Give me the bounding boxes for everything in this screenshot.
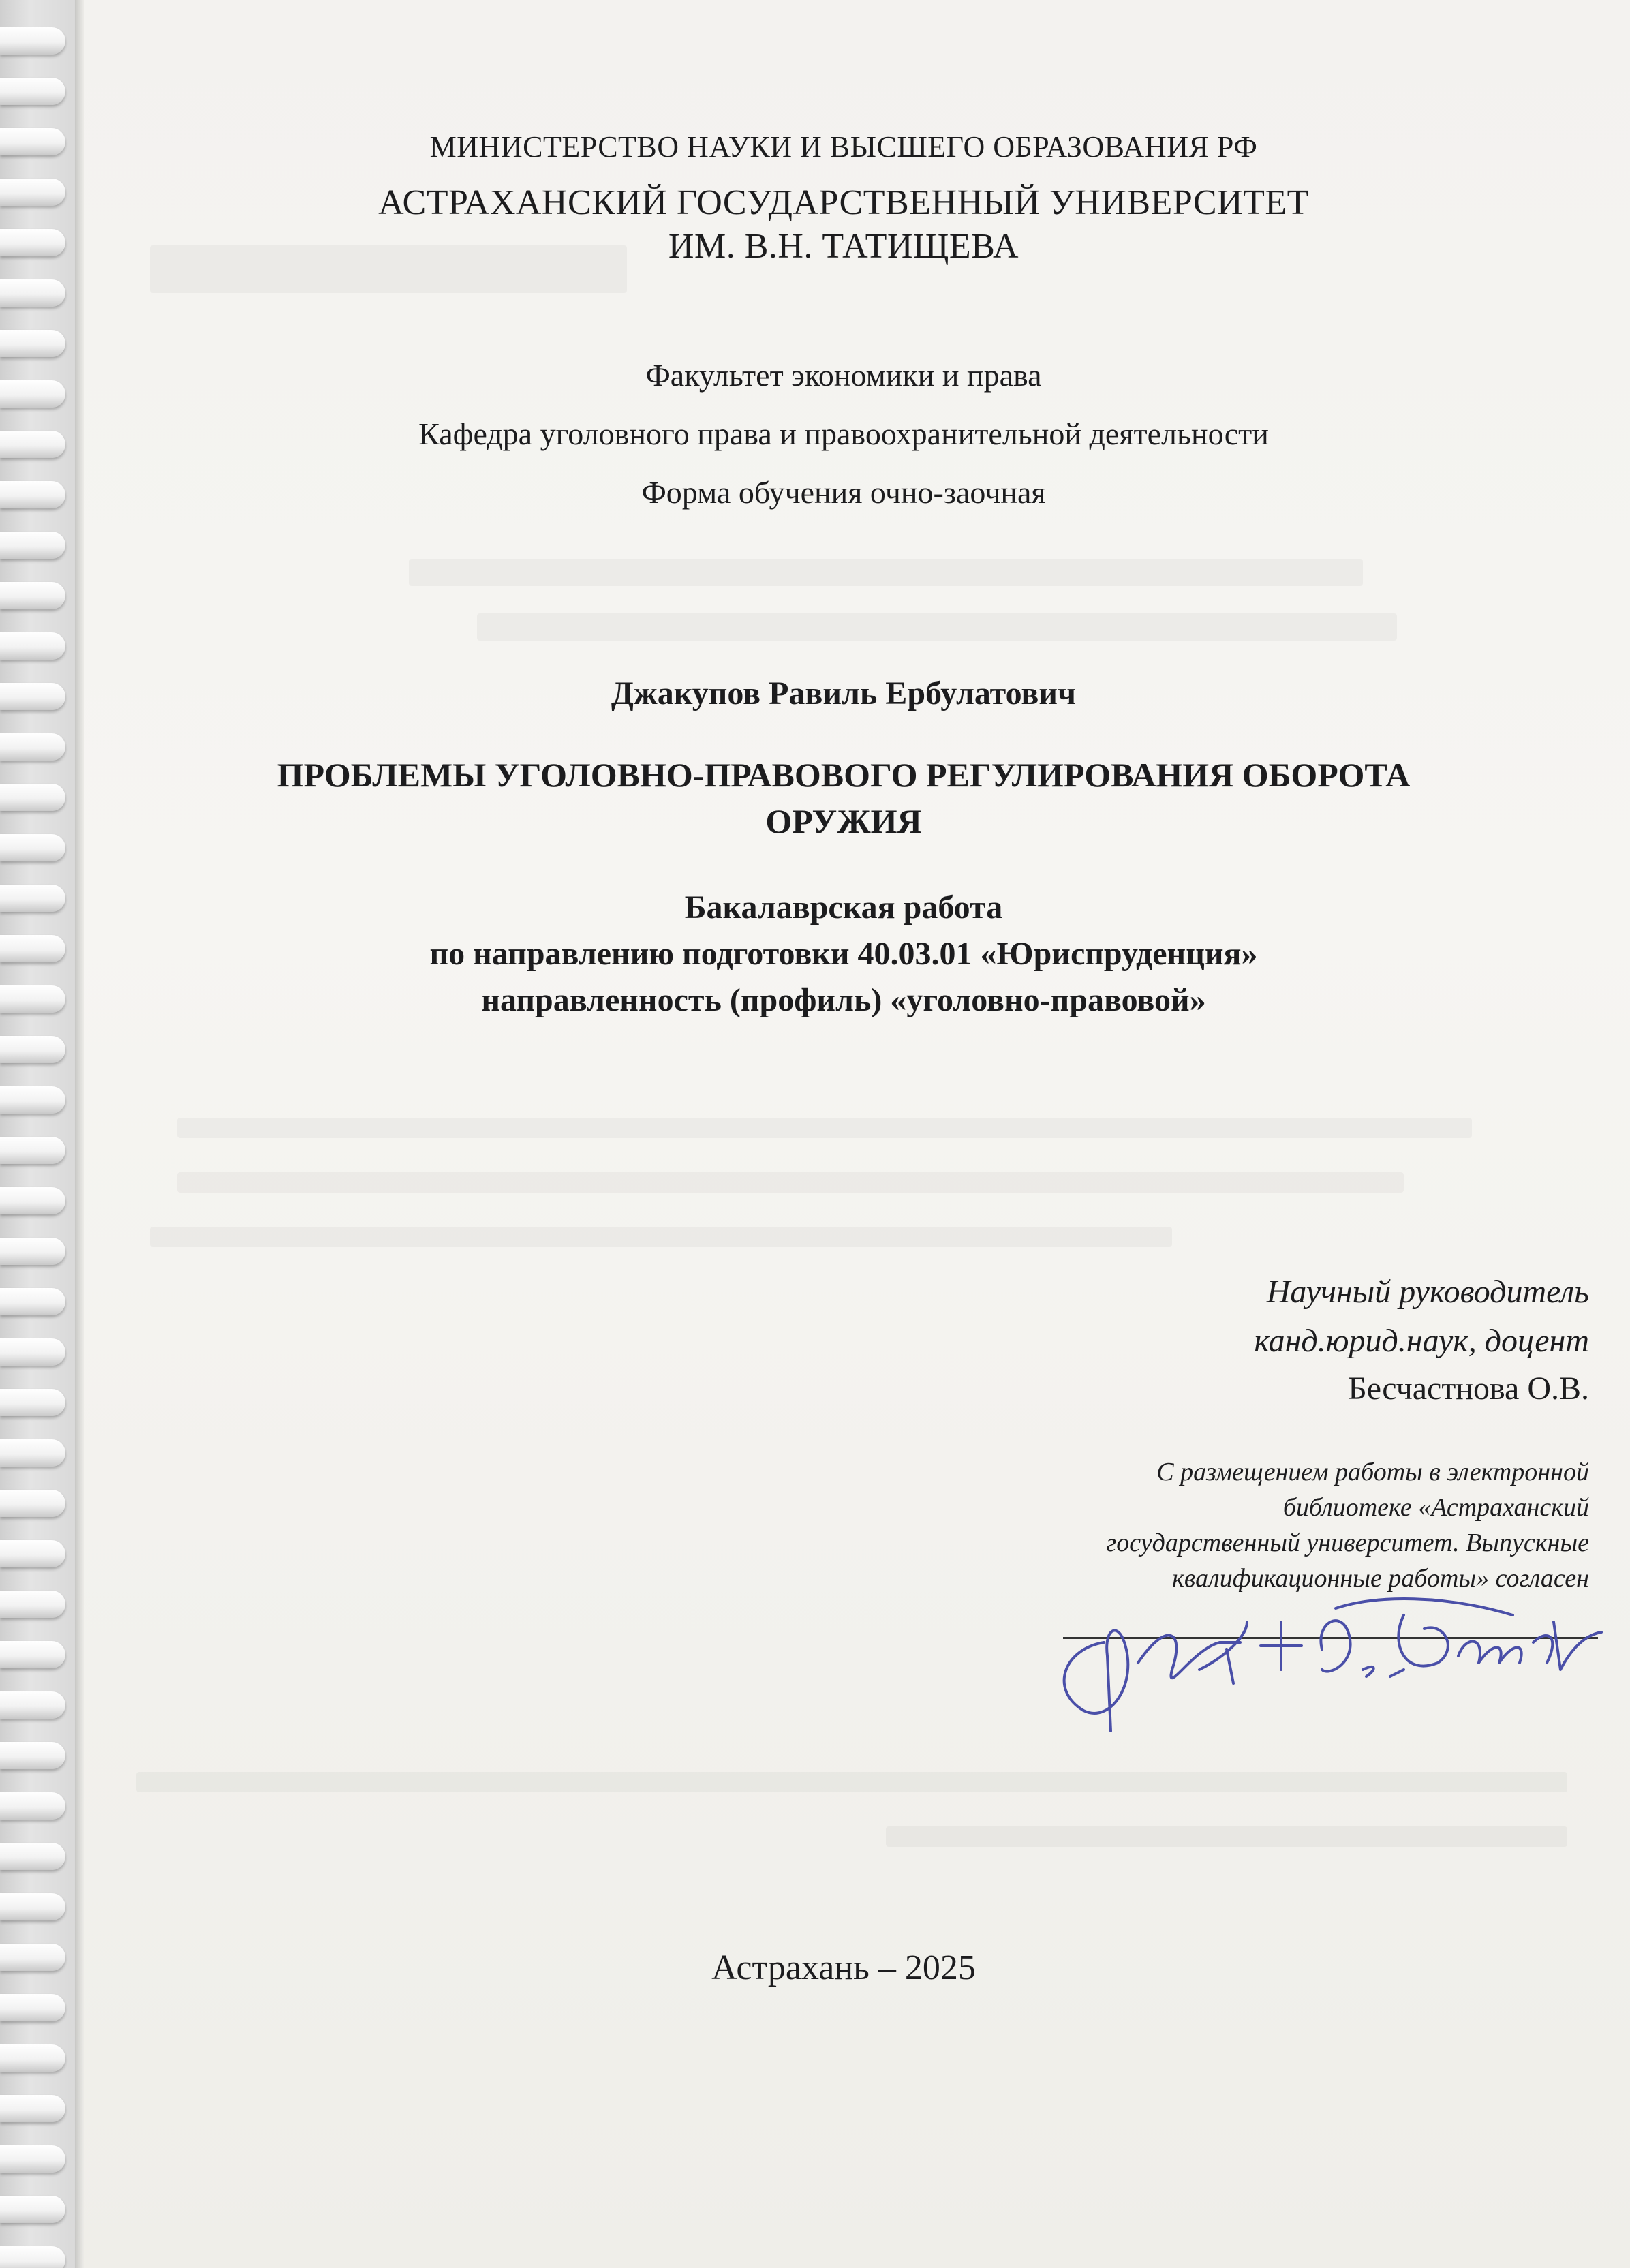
binding-coil	[0, 2044, 65, 2072]
supervisor-role: Научный руководитель	[1266, 1274, 1589, 1310]
binding-coil	[0, 1792, 65, 1820]
binding-coil	[0, 380, 65, 408]
thesis-title: ПРОБЛЕМЫ УГОЛОВНО-ПРАВОВОГО РЕГУЛИРОВАНИЯ ОБОРОТА	[277, 756, 1411, 794]
department: Кафедра уголовного права и правоохранительной деятельности	[418, 416, 1269, 451]
thesis-title-2: ОРУЖИЯ	[765, 802, 922, 840]
binding-coil	[0, 834, 65, 861]
binding-coil	[0, 128, 65, 155]
binding-coil	[0, 885, 65, 912]
binding-coil	[0, 1338, 65, 1366]
binding-coil	[0, 1439, 65, 1467]
binding-coil	[0, 2095, 65, 2122]
binding-coil	[0, 78, 65, 105]
binding-coil	[0, 532, 65, 559]
binding-coil	[0, 1893, 65, 1920]
binding-coil	[0, 27, 65, 55]
ministry-heading: МИНИСТЕРСТВО НАУКИ И ВЫСШЕГО ОБРАЗОВАНИЯ РФ	[429, 130, 1258, 164]
bleed-through-block	[177, 1172, 1404, 1193]
binding-coil	[0, 1389, 65, 1416]
binding-coil	[0, 179, 65, 206]
binding-coil	[0, 632, 65, 660]
study-direction: по направлению подготовки 40.03.01 «Юриспруденция»	[429, 936, 1258, 972]
paper-edge	[75, 0, 84, 2268]
binding-coil	[0, 733, 65, 761]
university-name-2: ИМ. В.Н. ТАТИЩЕВА	[668, 227, 1019, 266]
binding-coil	[0, 330, 65, 357]
spiral-binding	[0, 0, 75, 2268]
binding-coil	[0, 985, 65, 1013]
consent-line: квалификационные работы» согласен	[1172, 1564, 1589, 1593]
author-name: Джакупов Равиль Ербулатович	[611, 675, 1077, 711]
bleed-through-block	[150, 1227, 1172, 1247]
handwritten-signature	[1022, 1567, 1608, 1745]
binding-coil	[0, 1288, 65, 1315]
binding-coil	[0, 431, 65, 458]
binding-coil	[0, 481, 65, 508]
binding-coil	[0, 229, 65, 256]
faculty: Факультет экономики и права	[645, 358, 1042, 393]
binding-coil	[0, 1994, 65, 2021]
supervisor-name: Бесчастнова О.В.	[1348, 1370, 1589, 1407]
binding-coil	[0, 1691, 65, 1719]
binding-coil	[0, 1187, 65, 1214]
binding-coil	[0, 1238, 65, 1265]
binding-coil	[0, 1490, 65, 1517]
binding-coil	[0, 1742, 65, 1769]
city-year: Астрахань – 2025	[711, 1948, 976, 1987]
binding-coil	[0, 935, 65, 962]
binding-coil	[0, 1944, 65, 1971]
binding-coil	[0, 582, 65, 609]
supervisor-degree: канд.юрид.наук, доцент	[1254, 1323, 1589, 1359]
university-name: АСТРАХАНСКИЙ ГОСУДАРСТВЕННЫЙ УНИВЕРСИТЕТ	[378, 183, 1309, 222]
bleed-through-block	[136, 1772, 1567, 1792]
binding-coil	[0, 784, 65, 811]
binding-coil	[0, 2196, 65, 2223]
bleed-through-block	[886, 1826, 1567, 1847]
consent-line: библиотеке «Астраханский	[1282, 1493, 1589, 1522]
bleed-through-block	[409, 559, 1363, 586]
bleed-through-block	[177, 1118, 1472, 1138]
binding-coil	[0, 683, 65, 710]
binding-coil	[0, 1591, 65, 1618]
binding-coil	[0, 2246, 65, 2268]
binding-coil	[0, 2145, 65, 2173]
study-form: Форма обучения очно-заочная	[641, 475, 1046, 510]
bleed-through-block	[477, 613, 1397, 641]
binding-coil	[0, 1641, 65, 1668]
work-type: Бакалаврская работа	[684, 889, 1003, 925]
binding-coil	[0, 1843, 65, 1870]
binding-coil	[0, 279, 65, 307]
consent-line: государственный университет. Выпускные	[1106, 1529, 1589, 1557]
binding-coil	[0, 1137, 65, 1164]
binding-coil	[0, 1036, 65, 1063]
consent-line: С размещением работы в электронной	[1156, 1458, 1589, 1486]
binding-coil	[0, 1540, 65, 1567]
binding-coil	[0, 1086, 65, 1114]
study-profile: направленность (профиль) «уголовно-правовой»	[481, 982, 1206, 1018]
